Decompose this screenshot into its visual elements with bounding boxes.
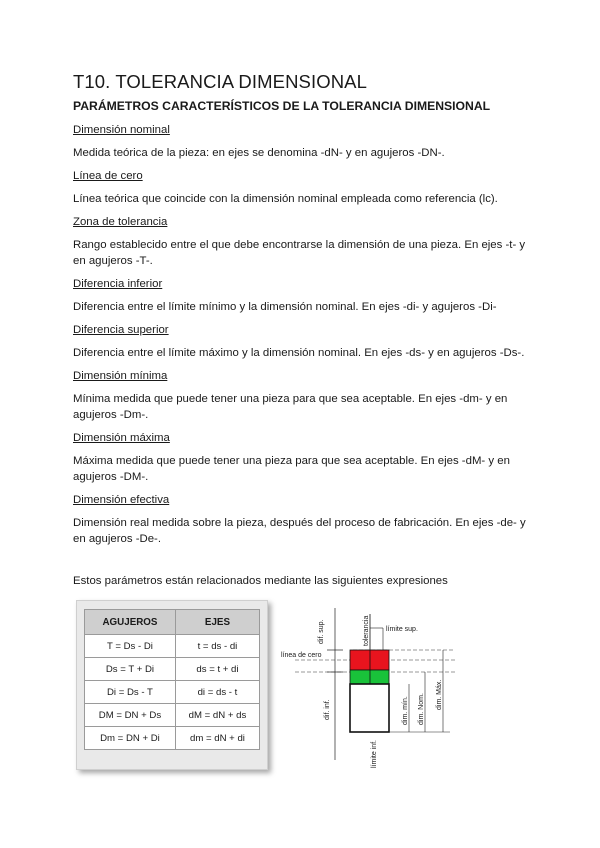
label-limite-sup: límite sup. — [386, 626, 418, 633]
table-cell: T = Ds - Di — [85, 635, 176, 658]
label-dim-min: dim. mín. — [402, 696, 409, 725]
label-linea-cero: línea de cero — [281, 652, 322, 659]
header-ejes: EJES — [175, 610, 259, 635]
header-agujeros: AGUJEROS — [85, 610, 176, 635]
term-diferencia-inferior: Diferencia inferior — [73, 278, 163, 290]
term-dimension-maxima: Dimensión máxima — [73, 432, 170, 444]
table-header-row — [85, 610, 260, 635]
table-cell: dM = dN + ds — [175, 704, 259, 727]
term-dimension-minima: Dimensión mínima — [73, 370, 168, 382]
def-dimension-efectiva: Dimensión real medida sobre la pieza, después del proceso de fabricación. En ejes -de- y en agujeros -De-. — [73, 517, 526, 545]
label-tolerancia: tolerancia — [363, 615, 370, 646]
term-linea-de-cero: Línea de cero — [73, 170, 143, 182]
def-zona-de-tolerancia: Rango establecido entre el que debe encontrarse la dimensión de una pieza. En ejes -t- y en agujeros -T-. — [73, 239, 526, 267]
upper-tolerance-zone — [350, 650, 389, 670]
def-diferencia-inferior: Diferencia entre el límite mínimo y la dimensión nominal. En ejes -di- y agujeros -Di- — [73, 301, 497, 313]
lower-tolerance-zone — [350, 670, 389, 684]
table-row — [85, 727, 260, 750]
intro-text: Estos parámetros están relacionados mediante las siguientes expresiones — [73, 575, 448, 587]
section-heading: PARÁMETROS CARACTERÍSTICOS DE LA TOLERANCIA DIMENSIONAL — [73, 99, 491, 113]
label-dif-sup: dif. sup. — [318, 619, 325, 644]
def-linea-de-cero: Línea teórica que coincide con la dimensión nominal empleada como referencia (lc). — [73, 193, 498, 205]
def-diferencia-superior: Diferencia entre el límite máximo y la dimensión nominal. En ejes -ds- y en agujeros -Ds-. — [73, 347, 525, 359]
table-cell: Di = Ds - T — [85, 681, 176, 704]
table-cell: ds = t + di — [175, 658, 259, 681]
table-cell: Ds = T + Di — [85, 658, 176, 681]
term-zona-de-tolerancia: Zona de tolerancia — [73, 216, 168, 228]
def-dimension-minima: Mínima medida que puede tener una pieza para que sea aceptable. En ejes -dm- y en agujeros -Dm-. — [73, 393, 508, 421]
def-dimension-nominal: Medida teórica de la pieza: en ejes se denomina -dN- y en agujeros -DN-. — [73, 147, 445, 159]
term-dimension-nominal: Dimensión nominal — [73, 124, 170, 136]
table-cell: Dm = DN + Di — [85, 727, 176, 750]
table-row — [85, 704, 260, 727]
table-row — [85, 658, 260, 681]
term-dimension-efectiva: Dimensión efectiva — [73, 494, 170, 506]
formulas-table — [84, 609, 260, 750]
table-cell: di = ds - t — [175, 681, 259, 704]
formulas-table-figure — [76, 600, 268, 770]
table-cell: t = ds - di — [175, 635, 259, 658]
label-dif-inf: dif. inf. — [324, 699, 331, 720]
table-row — [85, 681, 260, 704]
part-body — [350, 684, 389, 732]
term-diferencia-superior: Diferencia superior — [73, 324, 169, 336]
def-dimension-maxima: Máxima medida que puede tener una pieza para que sea aceptable. En ejes -dM- y en agujeros -DM-. — [73, 455, 510, 483]
tolerance-diagram — [275, 600, 465, 770]
label-limite-inf: límite inf. — [371, 739, 378, 768]
page-title: T10. TOLERANCIA DIMENSIONAL — [73, 71, 367, 92]
table-cell: DM = DN + Ds — [85, 704, 176, 727]
table-cell: dm = dN + di — [175, 727, 259, 750]
label-dim-max: dim. Máx. — [436, 679, 443, 710]
definitions-list — [73, 122, 533, 554]
label-dim-nom: dim. Nom. — [418, 693, 425, 725]
table-row — [85, 635, 260, 658]
